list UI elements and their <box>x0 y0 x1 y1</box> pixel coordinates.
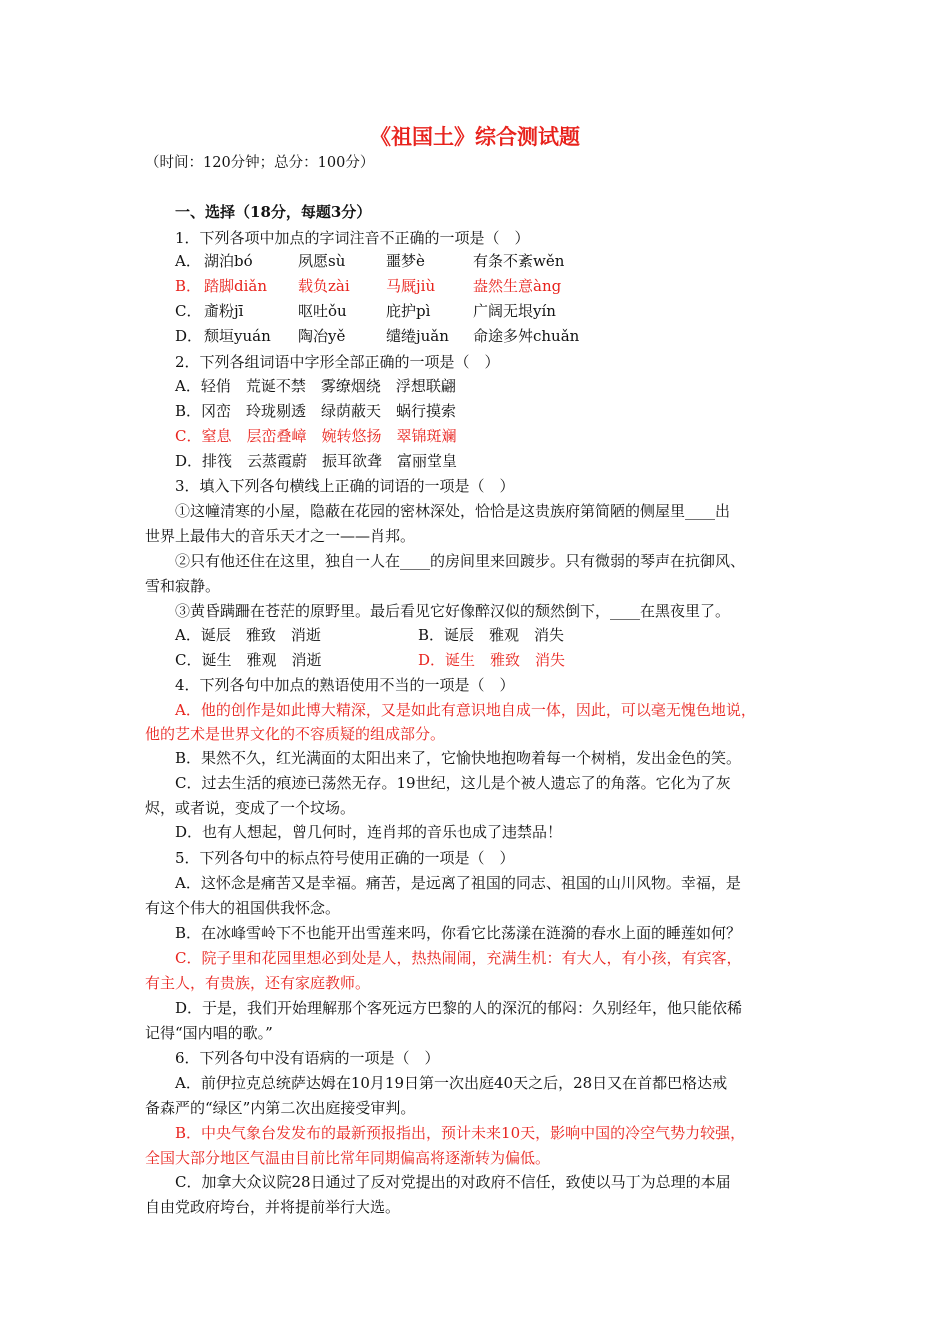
q5-option-a: A．这怀念是痛苦又是幸福。痛苦，是远离了祖国的同志、祖国的山川风物。幸福，是 <box>175 874 741 892</box>
q1-b-word-2: 载负zài <box>298 277 350 295</box>
q6-option-b: B．中央气象台发发布的最新预报指出，预计未来10天，影响中国的冷空气势力较强， <box>175 1124 746 1142</box>
q3-sentence-2-cont: 雪和寂静。 <box>145 577 221 595</box>
question-3-stem: 3．填入下列各句横线上正确的词语的一项是（ ） <box>175 477 515 495</box>
q1-b-word-3: 马厩jiù <box>386 277 436 295</box>
q4-option-c: C．过去生活的痕迹已荡然无存。19世纪，这儿是个被人遗忘了的角落。它化为了灰 <box>175 774 731 792</box>
q3-sentence-1-cont: 世界上最伟大的音乐天才之一——肖邦。 <box>145 527 416 545</box>
question-2-stem: 2．下列各组词语中字形全部正确的一项是（ ） <box>175 353 500 371</box>
q1-c-word-2: 呕吐ǒu <box>298 302 347 320</box>
q1-option-b-label: B． <box>175 277 202 295</box>
q3-sentence-1: ①这幢清寒的小屋，隐蔽在花园的密林深处，恰恰是这贵族府第简陋的侧屋里____出 <box>175 502 731 520</box>
q3-sentence-2: ②只有他还住在这里，独自一人在____的房间里来回踱步。只有微弱的琴声在抗御风、 <box>175 552 746 570</box>
q3-option-d: D．诞生 雅致 消失 <box>418 651 566 669</box>
question-6-stem: 6．下列各句中没有语病的一项是（ ） <box>175 1049 440 1067</box>
q4-option-b: B．果然不久，红光满面的太阳出来了，它愉快地抱吻着每一个树梢，发出金色的笑。 <box>175 749 742 767</box>
q1-d-word-2: 陶冶yě <box>298 327 346 345</box>
q5-option-a-cont: 有这个伟大的祖国供我怀念。 <box>145 899 341 917</box>
q1-option-d-label: D． <box>175 327 203 345</box>
q1-d-word-1: 颓垣yuán <box>204 327 271 345</box>
q5-option-d-cont: 记得“国内唱的歌。” <box>145 1024 273 1042</box>
q2-option-d: D．排筏 云蒸霞蔚 振耳欲聋 富丽堂皇 <box>175 452 458 470</box>
q1-d-word-4: 命途多舛chuǎn <box>473 327 580 345</box>
q4-option-a-cont: 他的艺术是世界文化的不容质疑的组成部分。 <box>145 725 446 743</box>
page-title: 《祖国土》综合测试题 <box>370 124 580 149</box>
q4-option-c-cont: 烬，或者说，变成了一个坟场。 <box>145 799 356 817</box>
q6-option-a: A．前伊拉克总统萨达姆在10月19日第一次出庭40天之后，28日又在首都巴格达戒 <box>175 1074 728 1092</box>
q1-option-c-label: C． <box>175 302 202 320</box>
q1-c-word-3: 庇护pì <box>386 302 431 320</box>
q3-option-b: B．诞辰 雅观 消失 <box>418 626 565 644</box>
q5-option-c: C．院子里和花园里想必到处是人，热热闹闹，充满生机：有大人，有小孩，有宾客， <box>175 949 742 967</box>
q1-b-word-1: 踏脚diǎn <box>204 277 268 295</box>
exam-meta: （时间：120分钟；总分：100分） <box>145 155 375 171</box>
section-heading: 一、选择（18分，每题3分） <box>175 203 372 221</box>
q4-option-d: D．也有人想起，曾几何时，连肖邦的音乐也成了违禁品！ <box>175 823 563 841</box>
q3-option-c: C．诞生 雅观 消逝 <box>175 651 322 669</box>
q2-option-b: B．冈峦 玲珑剔透 绿荫蔽天 蜗行摸索 <box>175 402 457 420</box>
q6-option-c: C．加拿大众议院28日通过了反对党提出的对政府不信任，致使以马丁为总理的本届 <box>175 1173 731 1191</box>
q1-c-word-4: 广阔无垠yín <box>473 302 556 320</box>
q6-option-c-cont: 自由党政府垮台，并将提前举行大选。 <box>145 1198 401 1216</box>
q1-a-word-3: 噩梦è <box>386 252 425 270</box>
q1-a-word-2: 夙愿sù <box>298 252 346 270</box>
q5-option-d: D．于是，我们开始理解那个客死远方巴黎的人的深沉的郁闷：久别经年，他只能依稀 <box>175 999 743 1017</box>
q5-option-c-cont: 有主人，有贵族，还有家庭教师。 <box>145 974 371 992</box>
q1-a-word-4: 有条不紊wěn <box>473 252 565 270</box>
q2-option-a: A．轻俏 荒诞不禁 雾缭烟绕 浮想联翩 <box>175 377 456 395</box>
q3-sentence-3: ③黄昏蹒跚在苍茫的原野里。最后看见它好像醉汉似的颓然倒下，____在黑夜里了。 <box>175 602 731 620</box>
question-4-stem: 4．下列各句中加点的熟语使用不当的一项是（ ） <box>175 676 515 694</box>
q1-c-word-1: 齑粉jī <box>204 302 244 320</box>
q1-d-word-3: 缱绻juǎn <box>386 327 449 345</box>
q1-a-word-1: 湖泊bó <box>204 252 253 270</box>
q4-option-a: A．他的创作是如此博大精深，又是如此有意识地自成一体，因此，可以毫无愧色地说， <box>175 701 756 719</box>
q3-option-a: A．诞辰 雅致 消逝 <box>175 626 321 644</box>
q2-option-c: C．窒息 层峦叠嶂 婉转悠扬 翠锦斑斓 <box>175 427 457 445</box>
question-5-stem: 5．下列各句中的标点符号使用正确的一项是（ ） <box>175 849 515 867</box>
q6-option-b-cont: 全国大部分地区气温由目前比常年同期偏高将逐渐转为偏低。 <box>145 1149 551 1167</box>
question-1-stem: 1．下列各项中加点的字词注音不正确的一项是（ ） <box>175 229 530 247</box>
q6-option-a-cont: 备森严的“绿区”内第二次出庭接受审判。 <box>145 1099 416 1117</box>
q1-option-a-label: A． <box>175 252 201 270</box>
q5-option-b: B．在冰峰雪岭下不也能开出雪莲来吗，你看它比荡漾在涟漪的春水上面的睡莲如何？ <box>175 924 742 942</box>
q1-b-word-4: 盎然生意àng <box>473 277 562 295</box>
